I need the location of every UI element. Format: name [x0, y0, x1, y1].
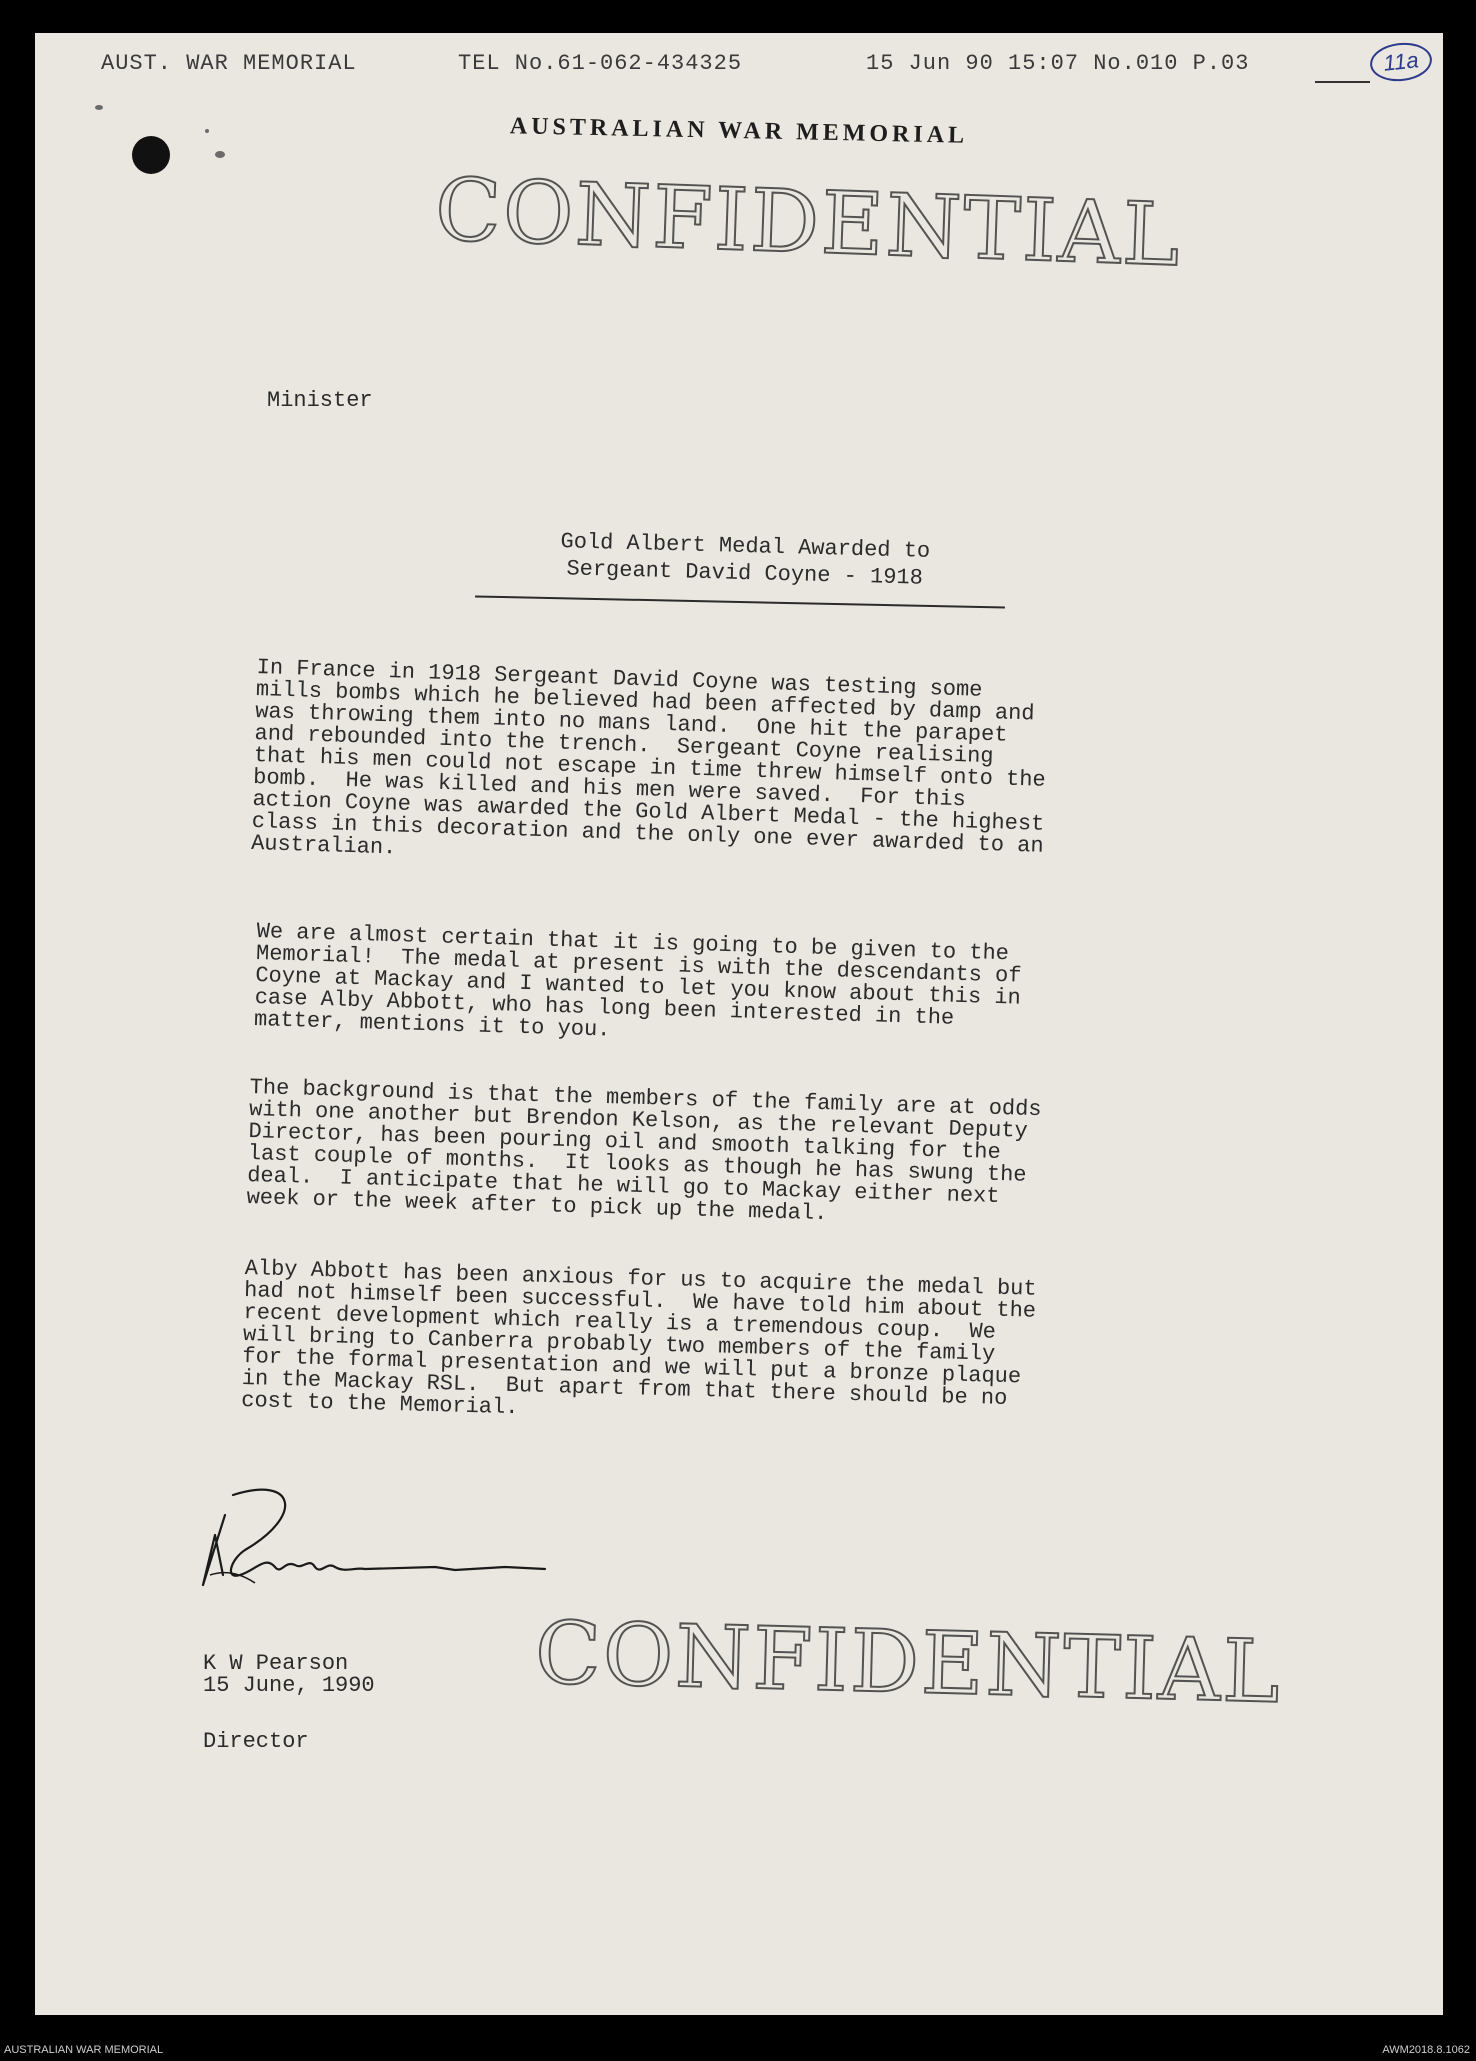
body-paragraph: The background is that the members of the family are at odds with one another but Brendon Kelson, as the relevant Deputy Director, has been pouring oil and smooth talking for the last couple of months. It looks as though he has swung the deal. I anticipate that he will go to Mackay either next week or the week after to pick up the medal.	[246, 1075, 1042, 1227]
confidential-stamp-top: CONFIDENTIAL	[433, 160, 1184, 286]
fax-phone: TEL No.61-062-434325	[458, 51, 743, 76]
fax-header-rule	[1315, 81, 1370, 83]
body-paragraph: We are almost certain that it is going to be given to the Memorial! The medal at present is with the descendants of Coyne at Mackay and I wanted to let you know about this in case Alby Abbott, who has long been interested in the matter, mentions it to you.	[253, 919, 1022, 1043]
body-paragraph: Alby Abbott has been anxious for us to acquire the medal but had not himself been successful. We have told him about the recent development which really is a tremendous coup. We will bring to Canberra probably two members of the family for the formal presentation and we will put a bronze plaque in the Mackay RSL. But apart from that there should be no cost to the Memorial.	[240, 1256, 1037, 1421]
signer-title: Director	[203, 1729, 309, 1754]
subject-line-1: Gold Albert Medal Awarded to	[560, 529, 931, 564]
confidential-stamp-bottom: CONFIDENTIAL	[533, 1603, 1283, 1723]
handwritten-page-number: 11a	[1368, 40, 1434, 84]
signer-name: K W Pearson	[203, 1651, 349, 1676]
addressee: Minister	[267, 388, 373, 413]
archive-footer-right: AWM2018.8.1062	[1382, 2044, 1470, 2056]
subject-underline	[475, 595, 1005, 608]
archive-footer-left: AUSTRALIAN WAR MEMORIAL	[4, 2044, 164, 2056]
letter-page	[35, 33, 1443, 2015]
subject-line-2: Sergeant David Coyne - 1918	[566, 556, 924, 591]
letterhead: AUSTRALIAN WAR MEMORIAL	[509, 113, 969, 149]
fax-sender: AUST. WAR MEMORIAL	[101, 51, 357, 76]
letter-date: 15 June, 1990	[203, 1673, 375, 1698]
handwritten-signature	[185, 1475, 565, 1605]
body-paragraph: In France in 1918 Sergeant David Coyne was testing some mills bombs which he believed had been affected by damp and was throwing them into no mans land. One hit the parapet and rebounded into the trench. Sergeant Coyne realising that his men could not escape in time threw himself onto the bomb. He was killed and his men were saved. For this action Coyne was awarded the Gold Albert Medal - the highest class in this decoration and the only one ever awarded to an Australian.	[250, 655, 1047, 861]
punch-hole	[132, 136, 170, 174]
signer-block	[203, 1599, 348, 1807]
paper-speck	[215, 151, 225, 158]
fax-transmission: 15 Jun 90 15:07 No.010 P.03	[866, 51, 1250, 76]
subject-heading	[464, 526, 1025, 595]
